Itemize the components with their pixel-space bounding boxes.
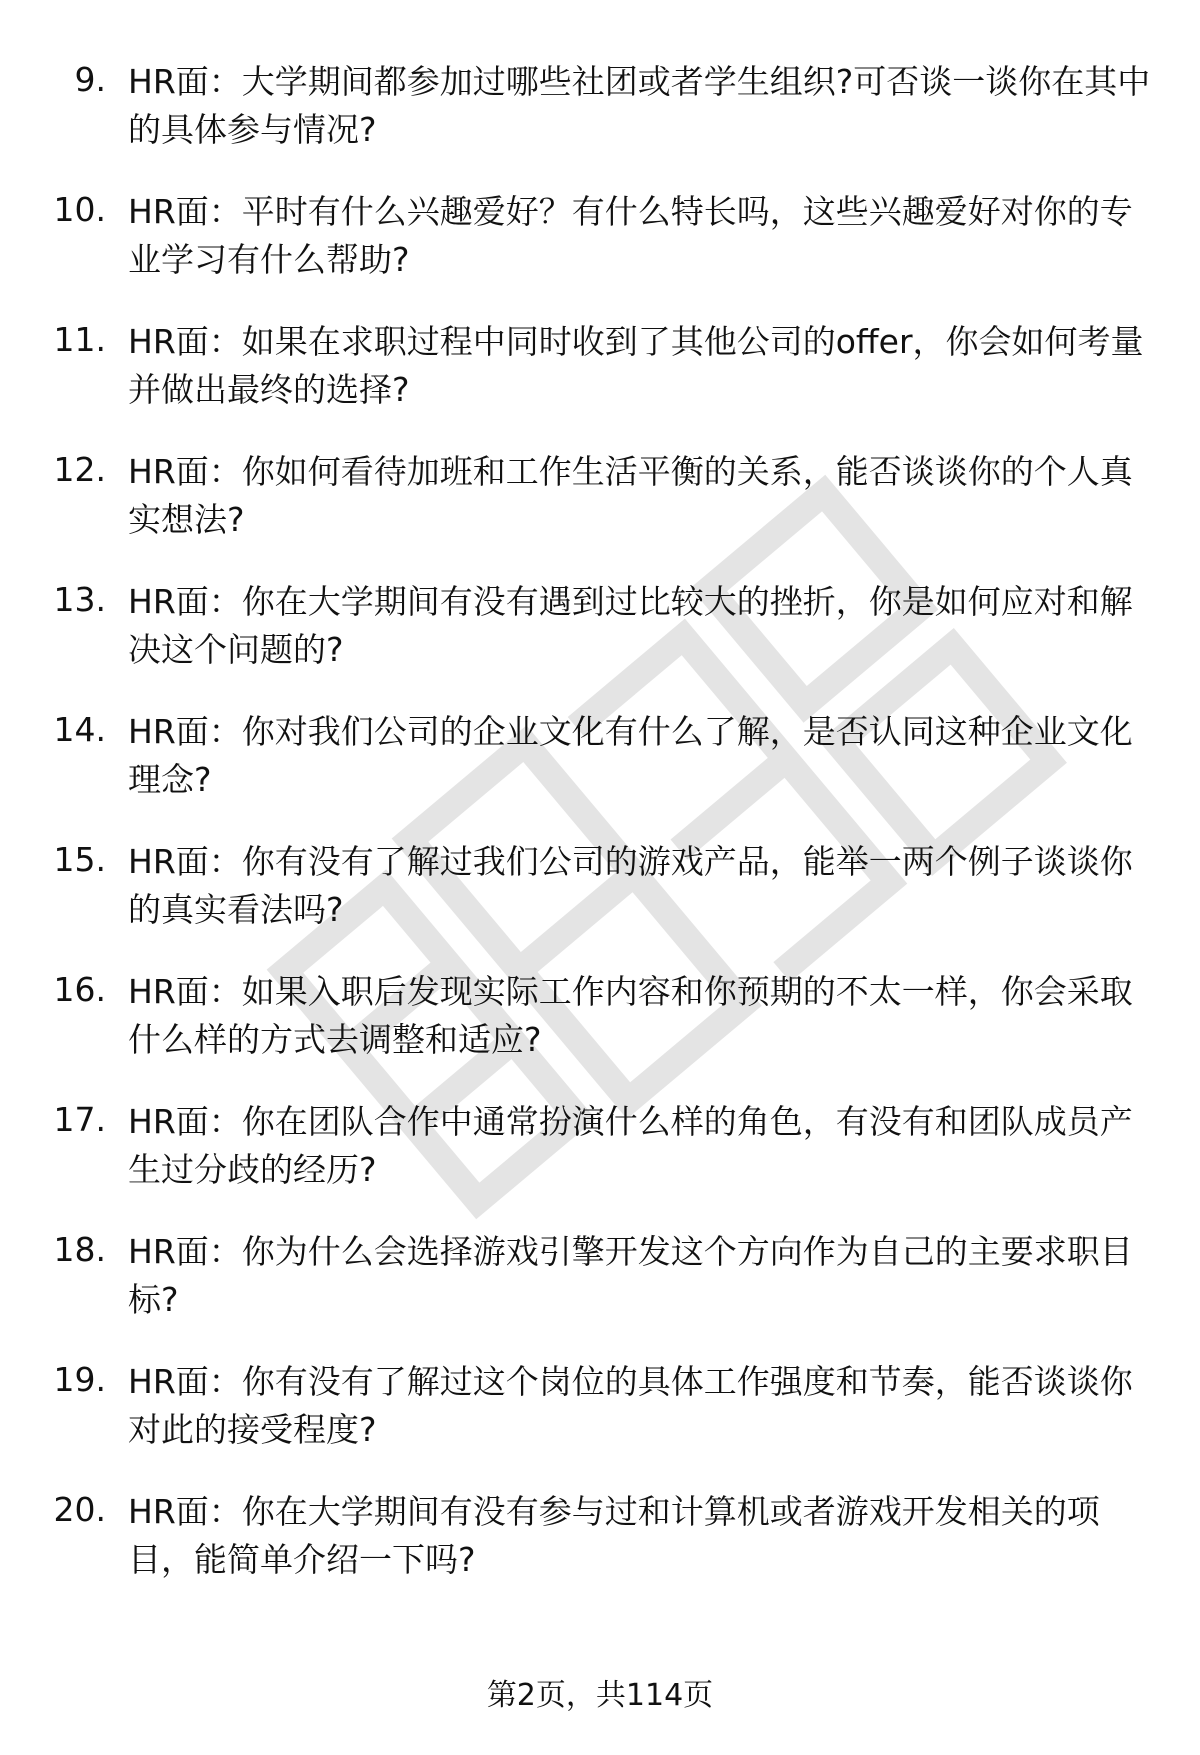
- question-text: HR面：你有没有了解过我们公司的游戏产品，能举一两个例子谈谈你的真实看法吗?: [128, 842, 1133, 929]
- list-item: [0, 968, 1200, 1098]
- list-item: [0, 448, 1200, 578]
- question-text: HR面：你在大学期间有没有遇到过比较大的挫折，你是如何应对和解决这个问题的?: [128, 582, 1133, 669]
- question-text: HR面：如果在求职过程中同时收到了其他公司的offer，你会如何考量并做出最终的选择?: [128, 322, 1144, 409]
- list-item: [0, 1488, 1200, 1618]
- question-number: 9.: [74, 60, 106, 99]
- question-text: HR面：你有没有了解过这个岗位的具体工作强度和节奏，能否谈谈你对此的接受程度?: [128, 1362, 1133, 1449]
- question-number: 18.: [53, 1230, 106, 1269]
- question-number: 10.: [53, 190, 106, 229]
- list-item: [0, 1098, 1200, 1228]
- question-text: HR面：你为什么会选择游戏引擎开发这个方向作为自己的主要求职目标?: [128, 1232, 1133, 1319]
- question-text: HR面：你对我们公司的企业文化有什么了解，是否认同这种企业文化理念?: [128, 712, 1133, 799]
- question-number: 20.: [53, 1490, 106, 1529]
- list-item: [0, 188, 1200, 318]
- list-item: [0, 1358, 1200, 1488]
- list-item: [0, 318, 1200, 448]
- question-number: 15.: [53, 840, 106, 879]
- question-text: HR面：平时有什么兴趣爱好？有什么特长吗，这些兴趣爱好对你的专业学习有什么帮助?: [128, 192, 1133, 279]
- question-text: HR面：大学期间都参加过哪些社团或者学生组织?可否谈一谈你在其中的具体参与情况?: [128, 62, 1151, 149]
- question-text: HR面：你在大学期间有没有参与过和计算机或者游戏开发相关的项目，能简单介绍一下吗?: [128, 1492, 1100, 1579]
- question-number: 13.: [53, 580, 106, 619]
- list-item: [0, 58, 1200, 188]
- question-text: HR面：如果入职后发现实际工作内容和你预期的不太一样，你会采取什么样的方式去调整和适应?: [128, 972, 1133, 1059]
- question-number: 19.: [53, 1360, 106, 1399]
- question-list: [0, 58, 1200, 1618]
- question-number: 11.: [53, 320, 106, 359]
- question-number: 14.: [53, 710, 106, 749]
- question-text: HR面：你在团队合作中通常扮演什么样的角色，有没有和团队成员产生过分歧的经历?: [128, 1102, 1133, 1189]
- question-text: HR面：你如何看待加班和工作生活平衡的关系，能否谈谈你的个人真实想法?: [128, 452, 1133, 539]
- list-item: [0, 578, 1200, 708]
- list-item: [0, 838, 1200, 968]
- list-item: [0, 708, 1200, 838]
- page-footer: 第2页，共114页: [486, 1678, 714, 1713]
- question-number: 17.: [53, 1100, 106, 1139]
- question-number: 16.: [53, 970, 106, 1009]
- question-number: 12.: [53, 450, 106, 489]
- list-item: [0, 1228, 1200, 1358]
